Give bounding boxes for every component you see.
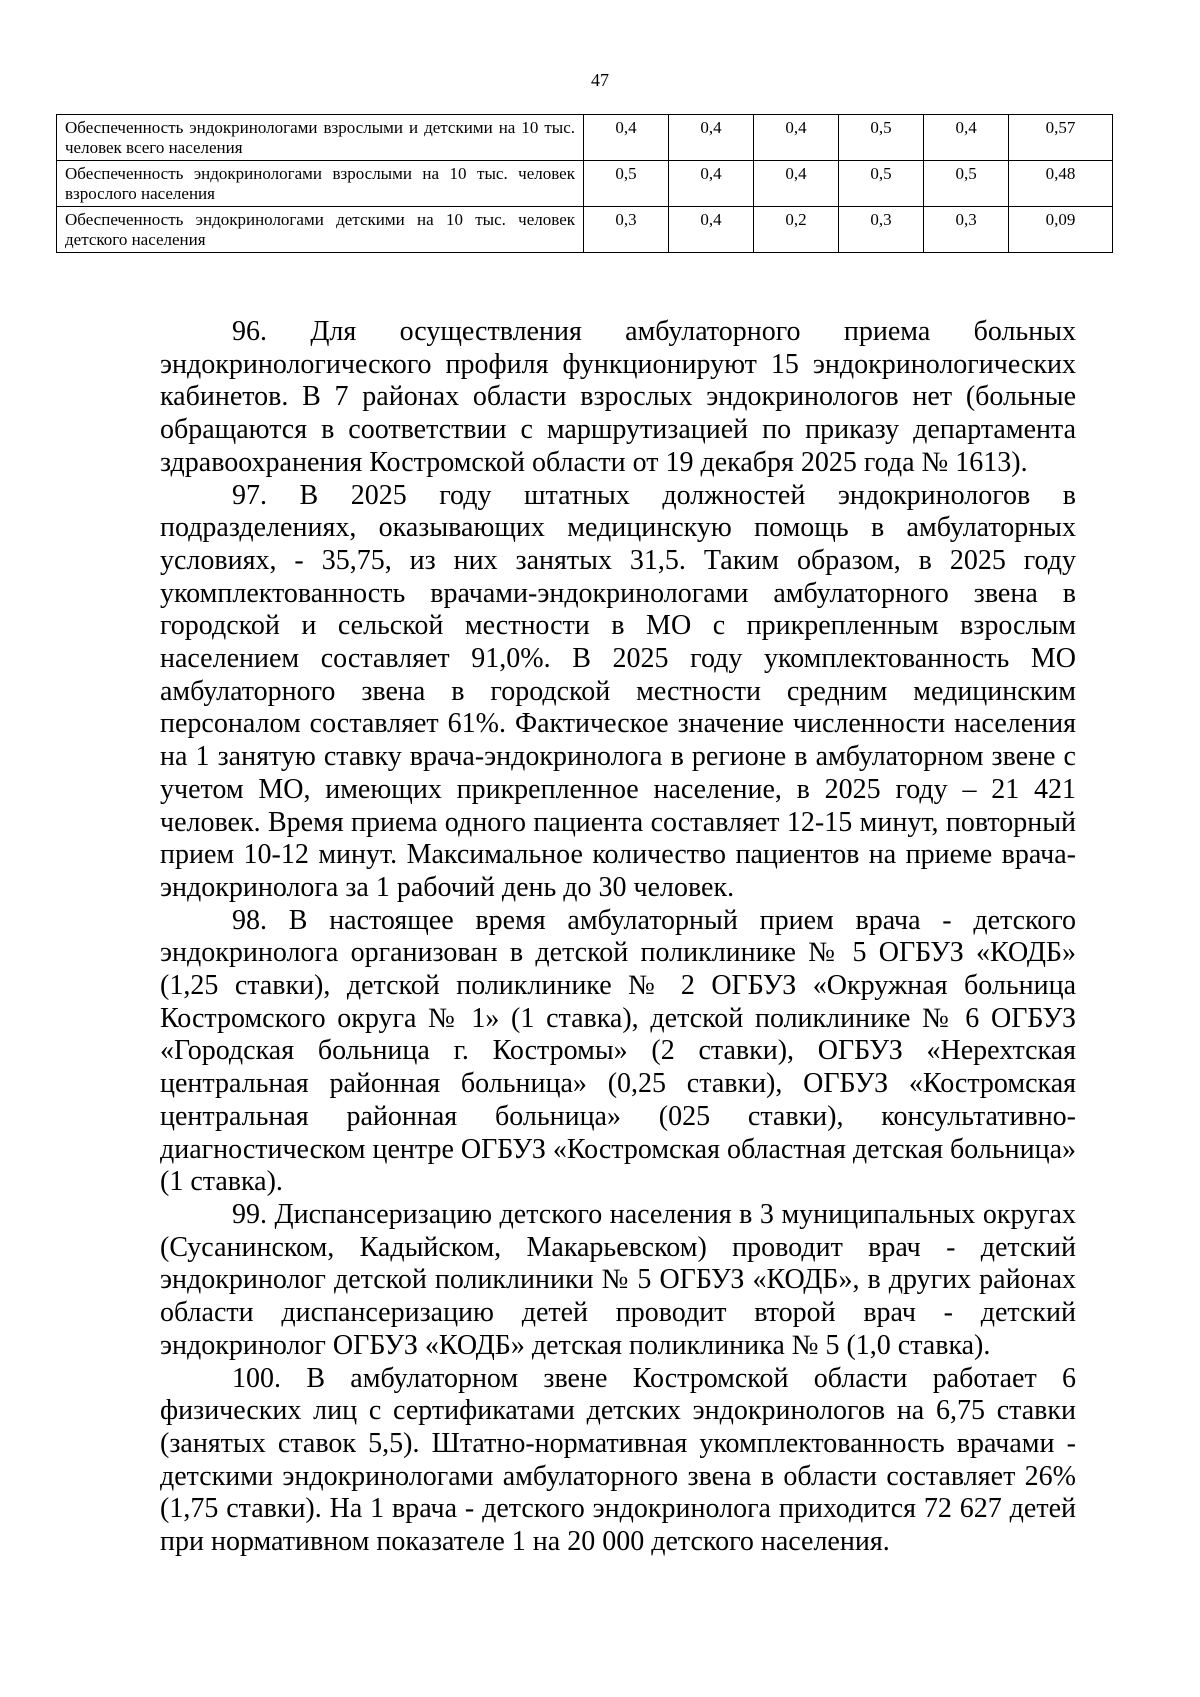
table-cell: 0,5 [839,115,924,161]
table-cell: 0,5 [839,161,924,207]
paragraph-97: 97. В 2025 году штатных должностей эндокринологов в подразделениях, оказывающих медицинскую помощь в амбулаторных условиях, - 35,75, из них занятых 31,5. Таким образом, в 2025 году укомплектованность врачами-эндокринологами амбулаторного звена в городской и сельской местности в МО с прикрепленным взрослым населением составляет 91,0%. В 2025 году укомплектованность МО амбулаторного звена в городской местности средним медицинским персоналом составляет 61%. Фактическое значение численности населения на 1 занятую ставку врача-эндокринолога в регионе в амбулаторном звене с учетом МО, имеющих прикрепленное население, в 2025 году – 21 421 человек. Время приема одного пациента составляет 12-15 минут, повторный прием 10-12 минут. Максимальное количество пациентов на приеме врача-эндокринолога за 1 рабочий день до 30 человек. [160,479,1076,903]
paragraph-98: 98. В настоящее время амбулаторный прием врача - детского эндокринолога организован в детской поликлинике № 5 ОГБУЗ «КОДБ» (1,25 ставки), детской поликлинике № 2 ОГБУЗ «Окружная больница Костромского округа № 1» (1 ставка), детской поликлинике № 6 ОГБУЗ «Городская больница г. Костромы» (2 ставки), ОГБУЗ «Нерехтская центральная районная больница» (0,25 ставки), ОГБУЗ «Костромская центральная районная больница» (025 ставки), консультативно-диагностическом центре ОГБУЗ «Костромская областная детская больница» (1 ставка). [160,904,1077,1198]
table-cell: 0,5 [924,161,1009,207]
page-number: 47 [591,70,609,90]
row-label: Обеспеченность эндокринологами взрослыми на 10 тыс. человек взрослого населения [57,161,584,207]
endocrinologist-ratio-table [56,114,1113,253]
table-cell: 0,48 [1009,161,1113,207]
table-row [57,161,1113,207]
table-row [57,207,1113,253]
table-cell: 0,4 [754,115,839,161]
table-cell: 0,4 [669,207,754,253]
table-cell: 0,57 [1009,115,1113,161]
paragraph-99: 99. Диспансеризацию детского населения в 3 муниципальных округах (Сусанинском, Кадыйском, Макарьевском) проводит врач - детский эндокринолог детской поликлиники № 5 ОГБУЗ «КОДБ», в других районах области диспансеризацию детей проводит второй врач - детский эндокринолог ОГБУЗ «КОДБ» детская поликлиника № 5 (1,0 ставка). [160,1198,1076,1361]
paragraph-96: 96. Для осуществления амбулаторного приема больных эндокринологического профиля функционируют 15 эндокринологических кабинетов. В 7 районах области взрослых эндокринологов нет (больные обращаются в соответствии с маршрутизацией по приказу департамента здравоохранения Костромской области от 19 декабря 2025 года № 1613). [160,316,1076,478]
table-cell: 0,4 [584,115,669,161]
table-cell: 0,5 [584,161,669,207]
table-cell: 0,3 [839,207,924,253]
table-cell: 0,4 [669,115,754,161]
table-cell: 0,4 [924,115,1009,161]
table-cell: 0,4 [669,161,754,207]
row-label: Обеспеченность эндокринологами взрослыми и детскими на 10 тыс. человек всего населения [57,115,584,161]
document-body [160,316,1076,1559]
table-cell: 0,2 [754,207,839,253]
table-cell: 0,09 [1009,207,1113,253]
paragraph-100: 100. В амбулаторном звене Костромской области работает 6 физических лиц с сертификатами детских эндокринологов на 6,75 ставки (занятых ставок 5,5). Штатно-нормативная укомплектованность врачами - детскими эндокринологами амбулаторного звена в области составляет 26% (1,75 ставки). На 1 врача - детского эндокринолога приходится 72 627 детей при нормативном показателе 1 на 20 000 детского населения. [160,1362,1076,1558]
row-label: Обеспеченность эндокринологами детскими на 10 тыс. человек детского населения [57,207,584,253]
table-cell: 0,3 [924,207,1009,253]
table-cell: 0,4 [754,161,839,207]
table-cell: 0,3 [584,207,669,253]
table-row [57,115,1113,161]
